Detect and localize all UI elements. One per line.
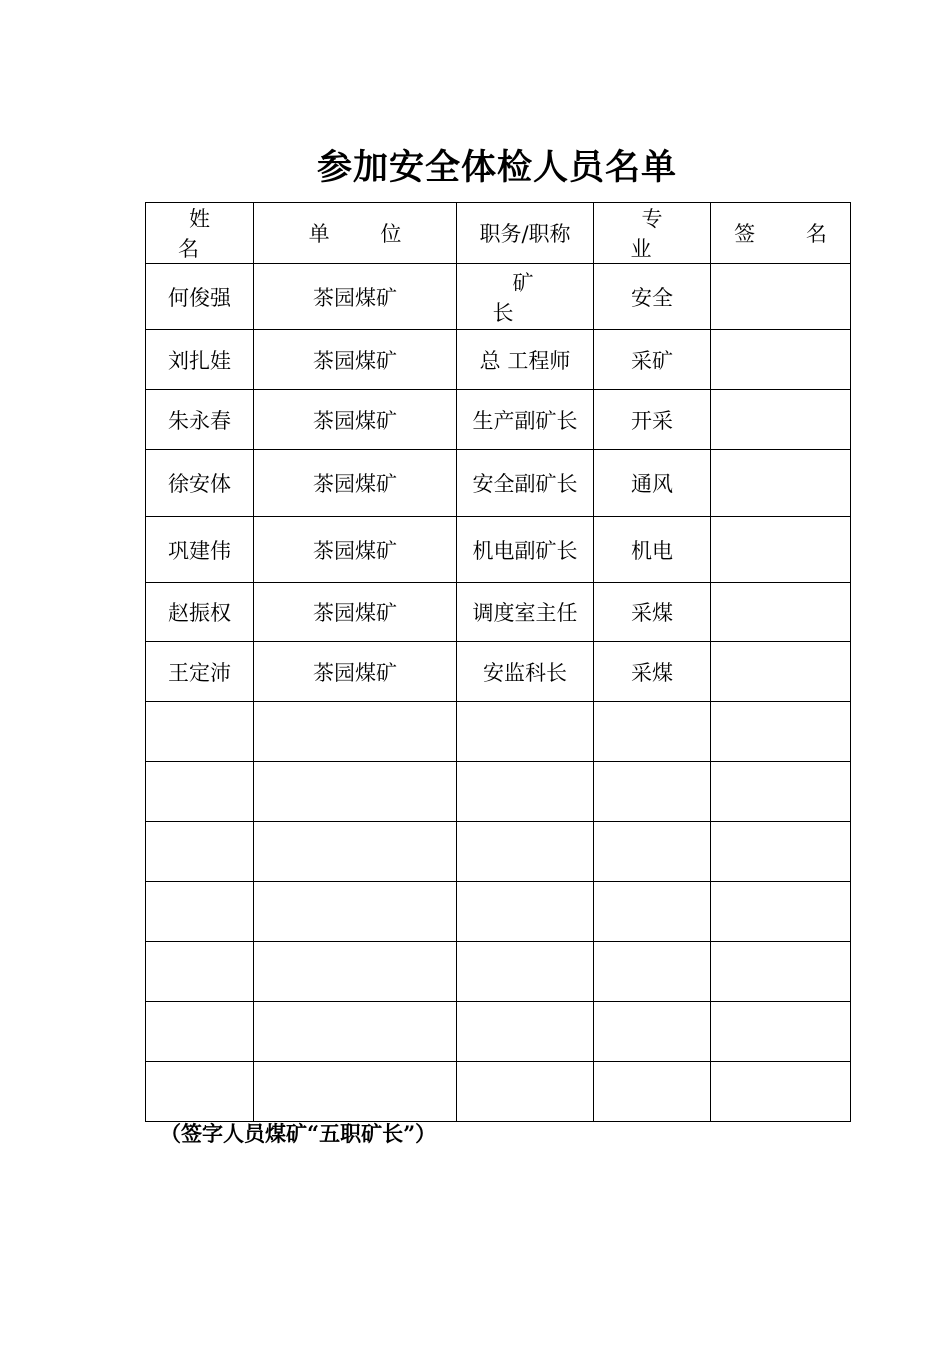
table-row	[146, 390, 851, 450]
cell-signature[interactable]	[711, 882, 851, 942]
cell-major: 机电	[594, 517, 711, 583]
empty-table-row	[146, 762, 851, 822]
table-row	[146, 450, 851, 517]
cell-position	[457, 702, 594, 762]
cell-name	[146, 942, 254, 1002]
empty-table-row	[146, 702, 851, 762]
cell-name	[146, 882, 254, 942]
cell-unit	[254, 882, 457, 942]
cell-unit: 茶园煤矿	[254, 642, 457, 702]
table-row	[146, 264, 851, 330]
cell-name	[146, 762, 254, 822]
cell-name: 刘扎娃	[146, 330, 254, 390]
cell-name: 何俊强	[146, 264, 254, 330]
cell-major: 开采	[594, 390, 711, 450]
cell-unit: 茶园煤矿	[254, 264, 457, 330]
cell-major: 安全	[594, 264, 711, 330]
header-position	[457, 203, 594, 264]
cell-major	[594, 1002, 711, 1062]
cell-name	[146, 702, 254, 762]
cell-unit	[254, 702, 457, 762]
cell-major	[594, 882, 711, 942]
cell-position: 机电副矿长	[457, 517, 594, 583]
empty-table-row	[146, 1062, 851, 1122]
table-row	[146, 583, 851, 642]
cell-name: 徐安体	[146, 450, 254, 517]
cell-name: 赵振权	[146, 583, 254, 642]
cell-name: 巩建伟	[146, 517, 254, 583]
cell-signature[interactable]	[711, 450, 851, 517]
cell-major	[594, 762, 711, 822]
empty-table-row	[146, 822, 851, 882]
personnel-table	[145, 202, 851, 1122]
cell-signature[interactable]	[711, 264, 851, 330]
cell-major	[594, 702, 711, 762]
cell-unit	[254, 1062, 457, 1122]
cell-position	[457, 264, 594, 330]
cell-signature[interactable]	[711, 942, 851, 1002]
header-signature-label: 签 名	[734, 222, 849, 246]
cell-major	[594, 822, 711, 882]
cell-position	[457, 762, 594, 822]
cell-unit: 茶园煤矿	[254, 583, 457, 642]
cell-signature[interactable]	[711, 1062, 851, 1122]
cell-major: 采煤	[594, 642, 711, 702]
cell-position	[457, 1002, 594, 1062]
cell-name: 王定沛	[146, 642, 254, 702]
header-position-label: 职务/职称	[479, 222, 571, 246]
cell-major: 采煤	[594, 583, 711, 642]
cell-signature[interactable]	[711, 1002, 851, 1062]
cell-position-text: 矿 长	[492, 270, 578, 325]
cell-position: 调度室主任	[457, 583, 594, 642]
empty-table-row	[146, 1002, 851, 1062]
cell-position: 总 工程师	[457, 330, 594, 390]
cell-unit: 茶园煤矿	[254, 390, 457, 450]
cell-unit: 茶园煤矿	[254, 450, 457, 517]
header-name-label: 姓 名	[178, 207, 232, 261]
cell-major: 通风	[594, 450, 711, 517]
cell-name	[146, 1062, 254, 1122]
page-title: 参加安全体检人员名单	[316, 148, 677, 188]
cell-unit: 茶园煤矿	[254, 517, 457, 583]
cell-unit: 茶园煤矿	[254, 330, 457, 390]
table-row	[146, 330, 851, 390]
cell-unit	[254, 1002, 457, 1062]
table-row	[146, 642, 851, 702]
cell-unit	[254, 762, 457, 822]
cell-position: 生产副矿长	[457, 390, 594, 450]
cell-position	[457, 822, 594, 882]
header-major-label: 专 业	[630, 207, 685, 261]
empty-table-row	[146, 882, 851, 942]
cell-position	[457, 942, 594, 1002]
header-major	[594, 203, 711, 264]
cell-major: 采矿	[594, 330, 711, 390]
cell-major	[594, 942, 711, 1002]
empty-table-row	[146, 942, 851, 1002]
cell-name	[146, 1002, 254, 1062]
cell-position: 安监科长	[457, 642, 594, 702]
cell-signature[interactable]	[711, 390, 851, 450]
header-unit-label: 单 位	[308, 222, 424, 246]
cell-name: 朱永春	[146, 390, 254, 450]
cell-unit	[254, 942, 457, 1002]
cell-signature[interactable]	[711, 583, 851, 642]
table-header-row	[146, 203, 851, 264]
cell-signature[interactable]	[711, 702, 851, 762]
cell-position	[457, 882, 594, 942]
cell-major	[594, 1062, 711, 1122]
table-row	[146, 517, 851, 583]
cell-signature[interactable]	[711, 822, 851, 882]
header-name	[146, 203, 254, 264]
cell-signature[interactable]	[711, 330, 851, 390]
cell-unit	[254, 822, 457, 882]
cell-position: 安全副矿长	[457, 450, 594, 517]
cell-name	[146, 822, 254, 882]
header-unit	[254, 203, 457, 264]
footnote: （签字人员煤矿“五职矿长”）	[160, 1121, 437, 1146]
cell-signature[interactable]	[711, 517, 851, 583]
cell-signature[interactable]	[711, 642, 851, 702]
cell-position	[457, 1062, 594, 1122]
header-signature	[711, 203, 851, 264]
cell-signature[interactable]	[711, 762, 851, 822]
